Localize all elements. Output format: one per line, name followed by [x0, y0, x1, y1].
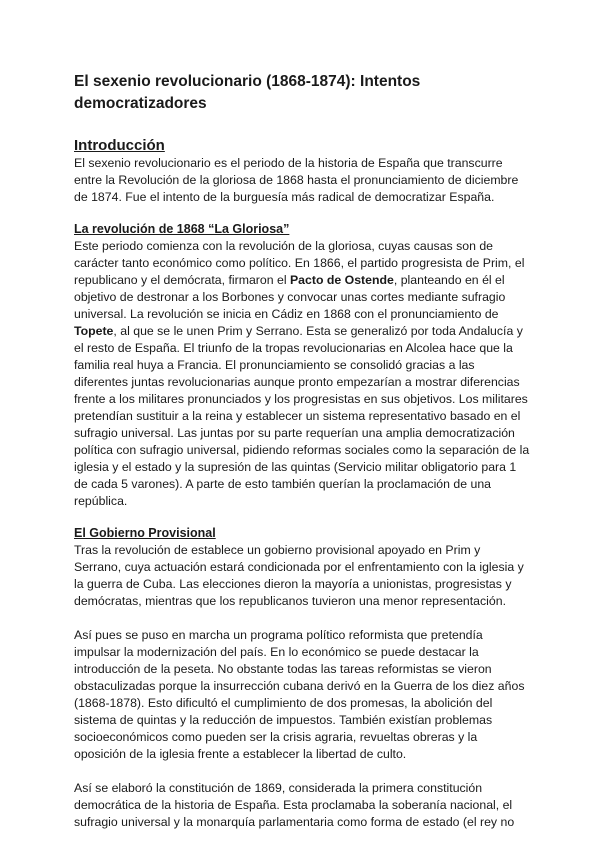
- spacer: [74, 610, 530, 627]
- gobierno-paragraph-1: Tras la revolución de establece un gobierno provisional apoyado en Prim y Serrano, cuya actuación estará condicionada por el enfrentamiento con la iglesia y la guerra de Cuba. Las elecciones dieron la mayoría a unionistas, progresistas y demócratas, mientras que los republicanos tuvieron una menor representación.: [74, 543, 524, 608]
- intro-paragraph: El sexenio revolucionario es el periodo de la historia de España que transcurre entre la Revolución de la gloriosa de 1868 hasta el pronunciamiento de diciembre de 1874. Fue el intento de la burguesía más radical de democratizar España.: [74, 156, 519, 204]
- document-title: El sexenio revolucionario (1868-1874): Intentos democratizadores: [74, 73, 421, 112]
- gobierno-paragraph-3: Así se elaboró la constitución de 1869, considerada la primera constitución democrática de la historia de España. Esta proclamaba la soberanía nacional, el sufragio universal y la monarquía parlamentaria como forma de estado (el rey no: [74, 781, 515, 829]
- spacer: [74, 510, 530, 525]
- revolucion-text-c: , al que se le unen Prim y Serrano. Esta se generalizó por toda Andalucía y el resto de España. El triunfo de la tropas revolucionarias en Alcolea hace que la familia real huya a Francia. El pronunciamiento se consolidó gracias a las diferentes juntas revolucionarias aunque pronto empezarían a mostrar diferencias frente a los militares pronunciados y los progresistas en sus objetivos. Los militares pretendían sustituir a la reina y establecer un sistema representativo basado en el sufragio universal. Las juntas por su parte requerían una amplia democratización política con sufragio universal, pidiendo reformas sociales como la separación de la iglesia y el estado y la supresión de las quintas (Servicio militar obligatorio para 1 de cada 5 varones). A parte de esto también querían la proclamación de una república.: [74, 324, 530, 508]
- revolucion-heading: La revolución de 1868 “La Gloriosa”: [74, 222, 290, 236]
- topete-bold: Topete: [74, 324, 114, 338]
- spacer: [74, 206, 530, 221]
- revolucion-text-b: , planteando en él el objetivo de destronar a los Borbones y convocar unas cortes mediante sufragio universal. La revolución se inicia en Cádiz en 1868 con el pronunciamiento de: [74, 273, 506, 321]
- intro-heading: Introducción: [74, 137, 165, 154]
- revolucion-text-a: Este periodo comienza con la revolución de la gloriosa, cuyas causas son de carácter tanto económico como político. En 1866, el partido progresista de Prim, el republicano y el demócrata, firmaron el: [74, 239, 525, 287]
- revolucion-paragraph: [74, 238, 530, 510]
- pacto-ostende-bold: Pacto de Ostende: [289, 273, 394, 287]
- gobierno-paragraph-2: Así pues se puso en marcha un programa político reformista que pretendía impulsar la modernización del país. En lo económico se puede destacar la introducción de la peseta. No obstante todas las tareas reformistas se vieron obstaculizadas porque la insurrección cubana derivó en la Guerra de los diez años (1868-1878). Esto dificultó el cumplimiento de dos promesas, la abolición del sistema de quintas y la reducción de impuestos. También existían problemas socioeconómicos como pueden ser la crisis agraria, revueltas obreras y la oposición de la iglesia frente a establecer la libertad de culto.: [74, 628, 525, 761]
- spacer: [74, 763, 530, 780]
- gobierno-heading: El Gobierno Provisional: [74, 526, 216, 540]
- document-page: [74, 71, 530, 831]
